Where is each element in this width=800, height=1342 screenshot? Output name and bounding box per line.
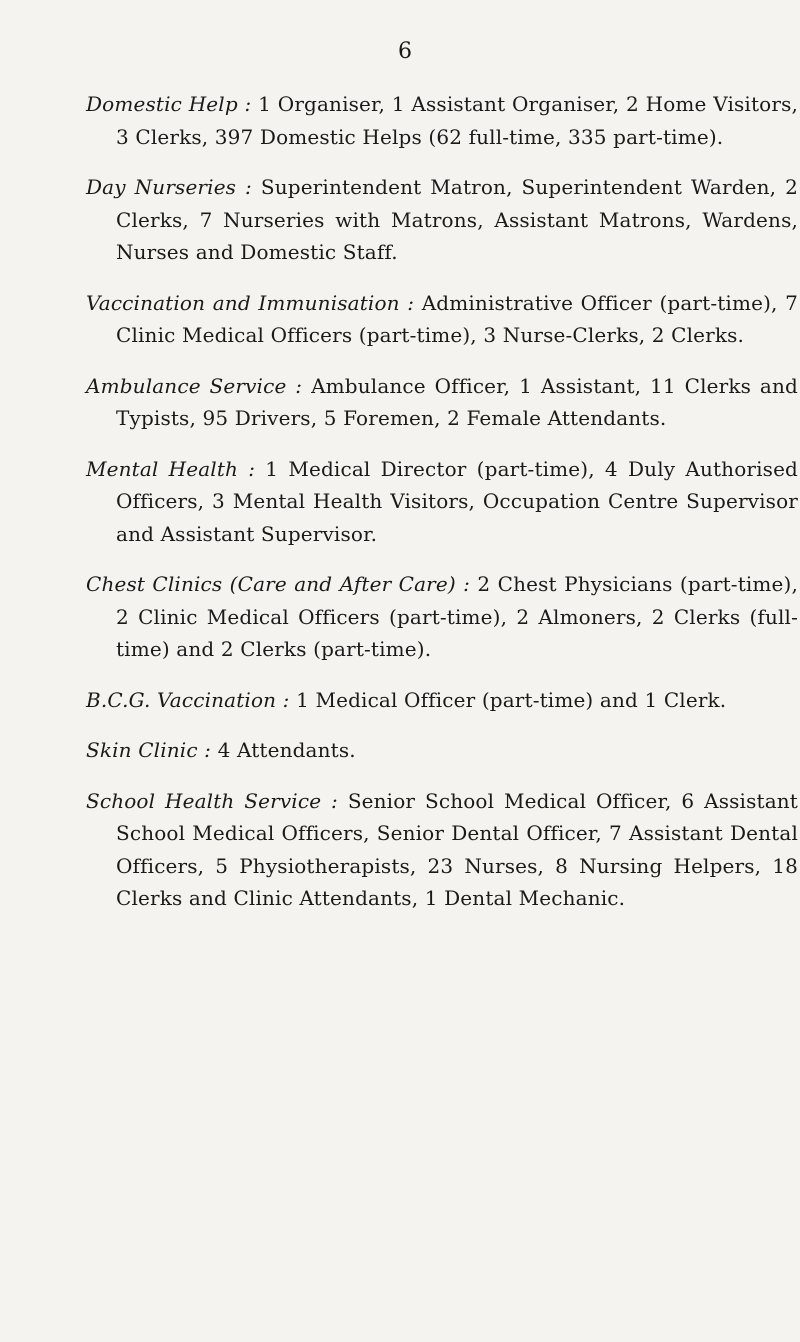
entry-ambulance-service	[86, 370, 798, 435]
entry-text: 1 Medical Officer (part-time) and 1 Clerk.	[289, 687, 727, 712]
entry-vaccination-immunisation	[86, 287, 798, 352]
staff-list	[86, 88, 798, 933]
entry-heading: Day Nurseries :	[86, 175, 252, 199]
entry-heading: Domestic Help :	[86, 92, 252, 116]
entry-text: 1 Medical Director (part-time), 4 Duly Authorised Officers, 3 Mental Health Visitors, Occupation Centre Supervisor and Assistant Supervisor.	[116, 456, 799, 546]
entry-mental-health	[86, 453, 798, 551]
page-number: 6	[398, 39, 412, 64]
entry-heading: School Health Service :	[86, 788, 338, 813]
entry-skin-clinic	[86, 734, 798, 767]
entry-heading: Ambulance Service :	[86, 373, 303, 398]
entry-heading: Vaccination and Immunisation :	[86, 290, 415, 315]
entry-domestic-help	[86, 88, 798, 153]
entry-text: Senior School Medical Officer, 6 Assistant School Medical Officers, Senior Dental Officer, 7 Assistant Dental Officers, 5 Physiotherapists, 23 Nurses, 8 Nursing Helpers, 18 Clerks and Clinic Attendants, 1 Dental Mechanic.	[116, 788, 798, 910]
entry-chest-clinics	[86, 568, 798, 666]
entry-heading: Chest Clinics (Care and After Care) :	[86, 572, 471, 596]
entry-text: 1 Organiser, 1 Assistant Organiser, 2 Home Visitors, 3 Clerks, 397 Domestic Helps (62 full-time, 335 part-time).	[116, 92, 798, 149]
entry-text: Administrative Officer (part-time), 7 Clinic Medical Officers (part-time), 3 Nurse-Clerks, 2 Clerks.	[116, 290, 798, 347]
entry-school-health-service	[86, 785, 798, 915]
entry-text: 4 Attendants.	[211, 738, 356, 762]
entry-heading: Mental Health :	[86, 456, 256, 481]
entry-heading: Skin Clinic :	[86, 738, 212, 762]
entry-bcg-vaccination	[86, 684, 798, 717]
entry-text: 2 Chest Physicians (part-time), 2 Clinic Medical Officers (part-time), 2 Almoners, 2 Clerks (full-time) and 2 Clerks (part-time).	[116, 572, 798, 661]
entry-day-nurseries	[86, 171, 798, 269]
entry-heading: B.C.G. Vaccination :	[86, 687, 290, 712]
entry-text: Ambulance Officer, 1 Assistant, 11 Clerks and Typists, 95 Drivers, 5 Foremen, 2 Female Attendants.	[116, 373, 798, 430]
entry-text: Superintendent Matron, Superintendent Warden, 2 Clerks, 7 Nurseries with Matrons, Assistant Matrons, Wardens, Nurses and Domestic Staff.	[116, 175, 798, 264]
